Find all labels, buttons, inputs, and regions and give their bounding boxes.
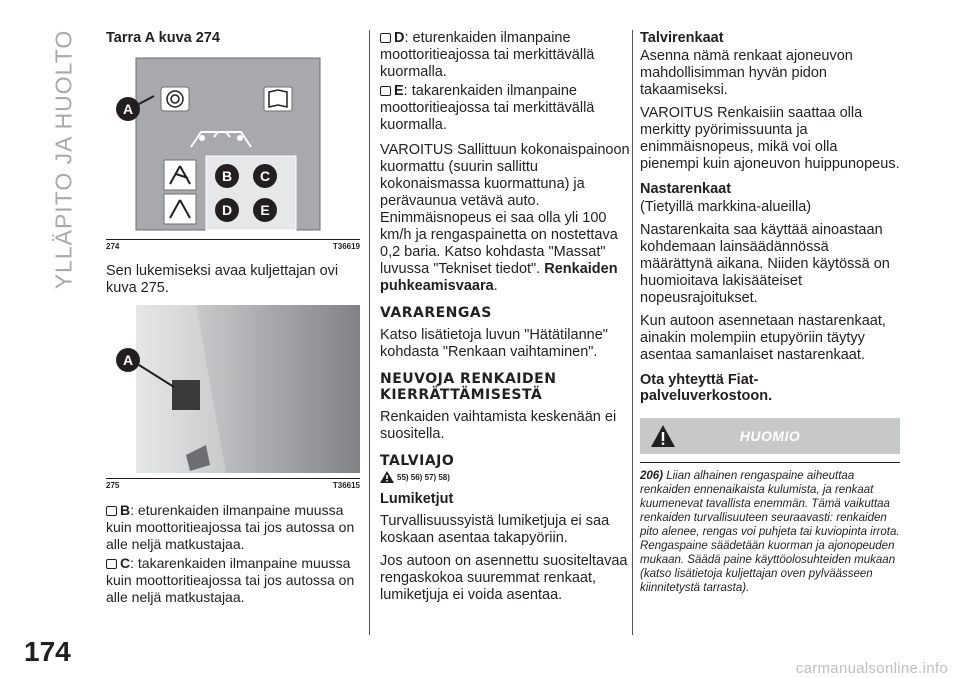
list-item-e: E: takarenkaiden ilmanpaine moottoritieajossa tai merkittävällä kuormalla. [380, 83, 595, 133]
section-heading-rotation: NEUVOJA RENKAIDEN KIERRÄTTÄMISESTÄ [380, 371, 557, 403]
paragraph: Nastarenkaita saa käyttää ainoastaan kohdemaan lainsäädännössä määrättynä aikana. Niiden käytössä on huomioitava lakisääteiset nopeusrajoitukset. [640, 222, 890, 306]
paragraph: (Tietyillä markkina-alueilla) [640, 199, 812, 215]
figure-code: T36615 [332, 481, 360, 490]
svg-text:D: D [221, 202, 233, 218]
tyre-pressure-label-illustration [106, 52, 360, 234]
list-item-c: C: takarenkaiden ilmanpaine muussa kuin moottoritieajossa tai jos autossa on alle neljä matkustajaa. [106, 555, 355, 605]
paragraph: Turvallisuussyistä lumiketjuja ei saa koskaan asentaa takapyöriin. [380, 513, 610, 546]
contact-heading: Ota yhteyttä Fiat-palveluverkostoon. [640, 372, 773, 404]
column-1 [106, 30, 360, 612]
svg-text:A: A [122, 352, 134, 368]
chapter-side-title [52, 28, 76, 288]
figure-274-caption [106, 242, 360, 251]
notice-title: HUOMIO [739, 428, 801, 444]
notice-header [640, 418, 900, 454]
paragraph: Asenna nämä renkaat ajoneuvon mahdollisimman hyvän pidon takaamiseksi. [640, 48, 853, 98]
notice-body: 206) Liian alhainen rengaspaine aiheuttaa renkaiden ennenaikaista kulumista, ja renkaat kuumenevat tavallista enemmän. Tämä vaikuttaa renkaiden turvallisuuteen seuraavasti: renkaiden pito alenee, rengas voi puhjeta tai kuviopinta irrota. Rengaspaine säädetään kuorman ja ajonopeuden mukaan. Säädä paine käyttöolosuhteiden mukaan (katso lisätietoja kuljettajan oven pylväässeen kiinnitetystä tarrasta). [640, 462, 900, 595]
column-2 [380, 30, 630, 610]
figure-number: 274 [106, 242, 120, 251]
subheading-winter-tyres: Talvirenkaat [640, 30, 724, 46]
tyre-label-sticker [172, 380, 200, 410]
warning-paragraph: VAROITUS Sallittuun kokonaispainoon kuormattu (suurin sallittu kokonaismassa kuormattuna) ja perävaunua vetävä auto. Enimmäisnopeus ei saa olla yli 100 km/h ja rengaspainetta on nostettava 0,2 baria. Katso kohdasta "Massat" luvussa "Tekniset tiedot". Renkaiden puhkeamisvaara. [380, 142, 630, 294]
warning-triangle-icon [650, 424, 676, 448]
checkbox-bullet-icon [380, 86, 391, 96]
column-3 [640, 30, 900, 595]
svg-text:A: A [122, 101, 134, 117]
chapter-title-text: YLLÄPITO JA HUOLTO [50, 29, 77, 290]
figure-274 [106, 52, 360, 240]
paragraph: VAROITUS Renkaisiin saattaa olla merkitty pyörimissuunta ja enimmäisnopeus, mikä voi olla pienempi kuin ajoneuvon huippunopeus. [640, 105, 900, 172]
section-heading-spare: VARARENGAS [380, 305, 492, 321]
paragraph: Renkaiden vaihtamista keskenään ei suositella. [380, 409, 617, 442]
list-item-b: B: eturenkaiden ilmanpaine muussa kuin moottoritieajossa tai jos autossa on alle neljä matkustajaa. [106, 502, 355, 552]
paragraph: Kun autoon asennetaan nastarenkaat, ainakin molempiin etupyöriin täytyy asentaa samanlaiset nastarenkaat. [640, 313, 886, 363]
figure-code: T36619 [332, 242, 360, 251]
subheading-studded: Nastarenkaat [640, 181, 732, 197]
svg-text:B: B [221, 168, 233, 184]
svg-text:E: E [260, 202, 270, 218]
subheading-chains: Lumiketjut [380, 491, 454, 507]
driver-door-illustration [106, 305, 360, 473]
list-item-d: D: eturenkaiden ilmanpaine moottoritieajossa tai merkittävällä kuormalla. [380, 30, 595, 80]
figure-275 [106, 305, 360, 479]
figure-275-caption [106, 481, 360, 490]
checkbox-bullet-icon [106, 506, 117, 516]
column-divider [632, 30, 633, 635]
warning-triangle-icon [380, 471, 394, 483]
paragraph: Sen lukemiseksi avaa kuljettajan ovi kuva 275. [106, 263, 339, 296]
column-divider [369, 30, 370, 635]
checkbox-bullet-icon [106, 559, 117, 569]
svg-text:C: C [259, 168, 271, 184]
section-heading-winter: TALVIAJO [380, 453, 455, 469]
page-number: 174 [24, 636, 71, 667]
note-references: 55) 56) 57) 58) [380, 471, 630, 483]
watermark: carmanualsonline.info [795, 660, 948, 677]
paragraph: Jos autoon on asennettu suositeltavaa rengaskokoa suuremmat renkaat, lumiketjuja ei voida asentaa. [380, 553, 628, 603]
paragraph: Katso lisätietoja luvun "Hätätilanne" kohdasta "Renkaan vaihtaminen". [380, 327, 608, 360]
notice-box [640, 418, 900, 595]
figure-heading: Tarra A kuva 274 [106, 30, 220, 46]
figure-number: 275 [106, 481, 120, 490]
checkbox-bullet-icon [380, 33, 391, 43]
